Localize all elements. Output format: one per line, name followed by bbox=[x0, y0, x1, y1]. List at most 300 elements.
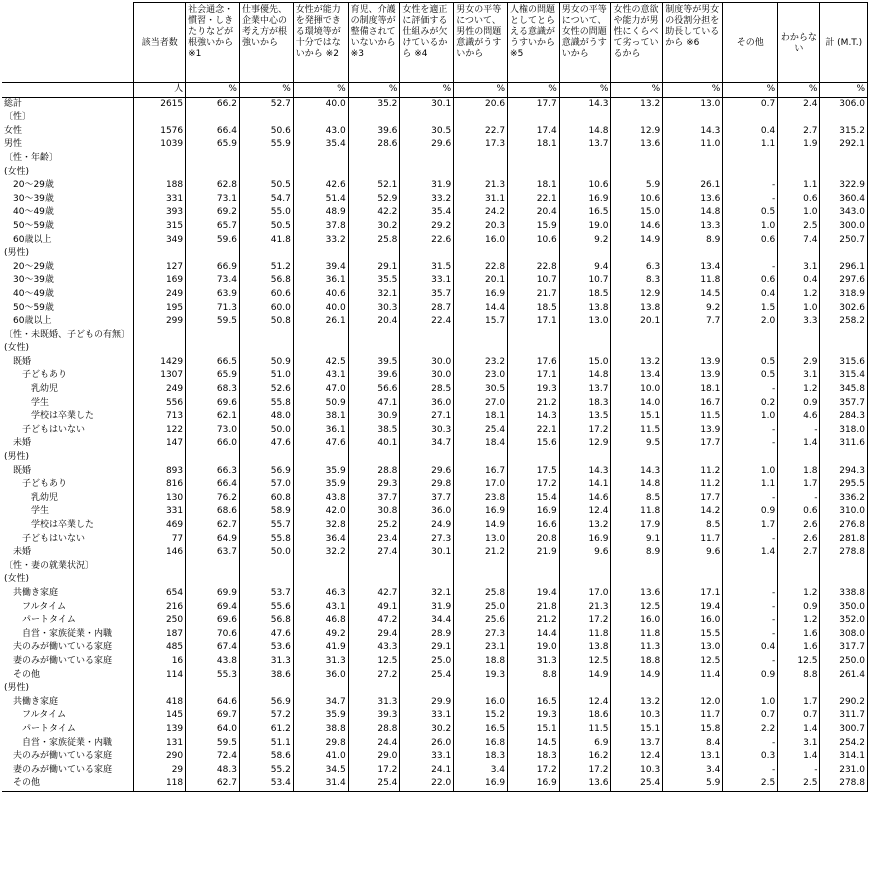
value-cell: 14.6 bbox=[559, 492, 611, 506]
value-cell: 16.9 bbox=[454, 288, 508, 302]
value-cell bbox=[611, 247, 663, 261]
value-cell bbox=[186, 111, 240, 125]
value-cell bbox=[400, 152, 454, 166]
value-cell: 18.6 bbox=[559, 709, 611, 723]
value-cell: 58.9 bbox=[239, 505, 293, 519]
value-cell: 3.1 bbox=[778, 737, 820, 751]
value-cell: 350.0 bbox=[820, 601, 868, 615]
value-cell: 3.1 bbox=[778, 261, 820, 275]
value-cell: 66.9 bbox=[186, 261, 240, 275]
table-row bbox=[2, 369, 868, 383]
value-cell: 16.6 bbox=[508, 519, 560, 533]
value-cell: 41.8 bbox=[239, 234, 293, 248]
value-cell: 37.7 bbox=[400, 492, 454, 506]
value-cell: 51.2 bbox=[239, 261, 293, 275]
value-cell bbox=[508, 682, 560, 696]
value-cell: 0.4 bbox=[778, 274, 820, 288]
value-cell: 15.6 bbox=[508, 437, 560, 451]
value-cell: 29.6 bbox=[400, 138, 454, 152]
value-cell bbox=[400, 342, 454, 356]
value-cell: 1039 bbox=[134, 138, 186, 152]
value-cell: 10.3 bbox=[611, 764, 663, 778]
value-cell: 25.0 bbox=[454, 601, 508, 615]
value-cell: 17.5 bbox=[508, 465, 560, 479]
value-cell bbox=[663, 152, 723, 166]
value-cell: 68.3 bbox=[186, 383, 240, 397]
value-cell: 42.6 bbox=[293, 179, 348, 193]
value-cell: 0.7 bbox=[723, 709, 778, 723]
value-cell: 187 bbox=[134, 628, 186, 642]
value-cell: 53.7 bbox=[239, 587, 293, 601]
value-cell: 345.8 bbox=[820, 383, 868, 397]
row-label: 既婚 bbox=[2, 465, 134, 479]
value-cell bbox=[508, 166, 560, 180]
value-cell: 28.7 bbox=[400, 302, 454, 316]
value-cell bbox=[559, 573, 611, 587]
value-cell: 69.6 bbox=[186, 614, 240, 628]
value-cell: 308.0 bbox=[820, 628, 868, 642]
value-cell bbox=[134, 166, 186, 180]
value-cell: 10.6 bbox=[508, 234, 560, 248]
value-cell: 29.1 bbox=[348, 261, 400, 275]
value-cell bbox=[134, 329, 186, 343]
value-cell: 16.9 bbox=[508, 505, 560, 519]
value-cell: 0.4 bbox=[723, 641, 778, 655]
value-cell: 34.7 bbox=[293, 696, 348, 710]
value-cell: 64.9 bbox=[186, 533, 240, 547]
value-cell: 318.0 bbox=[820, 424, 868, 438]
value-cell bbox=[186, 152, 240, 166]
value-cell: 21.2 bbox=[454, 546, 508, 560]
value-cell: 1576 bbox=[134, 125, 186, 139]
value-cell: 31.9 bbox=[400, 179, 454, 193]
row-label: 未婚 bbox=[2, 437, 134, 451]
value-cell: 66.5 bbox=[186, 356, 240, 370]
value-cell: 30.3 bbox=[400, 424, 454, 438]
value-cell: 9.4 bbox=[559, 261, 611, 275]
value-cell bbox=[134, 342, 186, 356]
value-cell: 24.2 bbox=[454, 206, 508, 220]
value-cell: 49.2 bbox=[293, 628, 348, 642]
value-cell: 51.0 bbox=[239, 369, 293, 383]
value-cell: 1429 bbox=[134, 356, 186, 370]
value-cell: 15.0 bbox=[611, 206, 663, 220]
row-label: 妻のみが働いている家庭 bbox=[2, 764, 134, 778]
value-cell bbox=[134, 247, 186, 261]
value-cell bbox=[348, 451, 400, 465]
value-cell: 250.0 bbox=[820, 655, 868, 669]
value-cell: 14.3 bbox=[663, 125, 723, 139]
value-cell: 8.4 bbox=[663, 737, 723, 751]
value-cell: 42.2 bbox=[348, 206, 400, 220]
value-cell bbox=[454, 451, 508, 465]
value-cell: 43.1 bbox=[293, 369, 348, 383]
value-cell: 12.5 bbox=[348, 655, 400, 669]
value-cell: - bbox=[723, 614, 778, 628]
value-cell: 22.4 bbox=[400, 315, 454, 329]
value-cell: 17.1 bbox=[508, 369, 560, 383]
value-cell: 18.1 bbox=[454, 410, 508, 424]
value-cell: - bbox=[723, 587, 778, 601]
section-row bbox=[2, 329, 868, 343]
value-cell: 30.2 bbox=[400, 723, 454, 737]
table-row bbox=[2, 193, 868, 207]
value-cell: - bbox=[723, 737, 778, 751]
value-cell bbox=[454, 560, 508, 574]
value-cell: 36.0 bbox=[400, 397, 454, 411]
value-cell: 24.9 bbox=[400, 519, 454, 533]
value-cell bbox=[348, 329, 400, 343]
value-cell: 19.4 bbox=[663, 601, 723, 615]
value-cell: 17.2 bbox=[559, 764, 611, 778]
value-cell bbox=[820, 342, 868, 356]
unit-cell: % bbox=[186, 83, 240, 98]
value-cell: 65.9 bbox=[186, 138, 240, 152]
value-cell: 15.7 bbox=[454, 315, 508, 329]
value-cell: 59.6 bbox=[186, 234, 240, 248]
row-label: フルタイム bbox=[2, 601, 134, 615]
value-cell bbox=[663, 682, 723, 696]
value-cell: 13.9 bbox=[663, 356, 723, 370]
value-cell: 35.9 bbox=[293, 478, 348, 492]
value-cell bbox=[778, 560, 820, 574]
value-cell: 14.8 bbox=[611, 478, 663, 492]
column-header: 男女の平等について、男性の問題意識がうすいから bbox=[454, 3, 508, 83]
value-cell: 69.2 bbox=[186, 206, 240, 220]
value-cell bbox=[723, 152, 778, 166]
value-cell: 32.8 bbox=[293, 519, 348, 533]
column-header: その他 bbox=[723, 3, 778, 83]
row-label: 学校は卒業した bbox=[2, 410, 134, 424]
row-label: 乳幼児 bbox=[2, 383, 134, 397]
value-cell: 14.8 bbox=[663, 206, 723, 220]
column-header: 仕事優先、企業中心の考え方が根強いから bbox=[239, 3, 293, 83]
value-cell: 11.7 bbox=[663, 533, 723, 547]
value-cell: 10.7 bbox=[508, 274, 560, 288]
value-cell: 311.6 bbox=[820, 437, 868, 451]
value-cell: 64.6 bbox=[186, 696, 240, 710]
value-cell: 39.3 bbox=[348, 709, 400, 723]
table-row bbox=[2, 628, 868, 642]
value-cell: 35.4 bbox=[400, 206, 454, 220]
value-cell: 315.6 bbox=[820, 356, 868, 370]
value-cell: 31.3 bbox=[239, 655, 293, 669]
value-cell: 64.0 bbox=[186, 723, 240, 737]
section-row bbox=[2, 342, 868, 356]
value-cell: 13.7 bbox=[559, 383, 611, 397]
value-cell bbox=[663, 342, 723, 356]
value-cell: - bbox=[723, 424, 778, 438]
value-cell: 18.1 bbox=[508, 179, 560, 193]
value-cell: 38.6 bbox=[239, 669, 293, 683]
unit-cell: % bbox=[559, 83, 611, 98]
table-row bbox=[2, 437, 868, 451]
value-cell: 31.4 bbox=[293, 777, 348, 791]
value-cell: 15.2 bbox=[454, 709, 508, 723]
value-cell: 12.9 bbox=[611, 125, 663, 139]
table-row bbox=[2, 261, 868, 275]
value-cell bbox=[239, 573, 293, 587]
value-cell: 38.5 bbox=[348, 424, 400, 438]
value-cell: 63.7 bbox=[186, 546, 240, 560]
value-cell bbox=[134, 682, 186, 696]
row-label: (男性) bbox=[2, 682, 134, 696]
value-cell: 15.0 bbox=[559, 356, 611, 370]
value-cell: 30.0 bbox=[400, 369, 454, 383]
row-label: 子どもあり bbox=[2, 369, 134, 383]
value-cell bbox=[134, 152, 186, 166]
value-cell: 17.0 bbox=[454, 478, 508, 492]
value-cell: 556 bbox=[134, 397, 186, 411]
value-cell: 290 bbox=[134, 750, 186, 764]
value-cell: - bbox=[778, 764, 820, 778]
value-cell: 318.9 bbox=[820, 288, 868, 302]
value-cell: 31.3 bbox=[508, 655, 560, 669]
value-cell: 57.2 bbox=[239, 709, 293, 723]
value-cell: 16.9 bbox=[559, 533, 611, 547]
value-cell: 2.5 bbox=[778, 220, 820, 234]
data-table-sheet bbox=[2, 2, 868, 891]
value-cell bbox=[508, 247, 560, 261]
value-cell: 25.4 bbox=[454, 424, 508, 438]
value-cell: 55.8 bbox=[239, 397, 293, 411]
value-cell: 32.2 bbox=[293, 546, 348, 560]
value-cell: 29.6 bbox=[400, 465, 454, 479]
value-cell: 66.4 bbox=[186, 478, 240, 492]
value-cell bbox=[239, 451, 293, 465]
value-cell: 1.4 bbox=[778, 723, 820, 737]
value-cell: 249 bbox=[134, 383, 186, 397]
value-cell: 713 bbox=[134, 410, 186, 424]
value-cell: 11.8 bbox=[611, 628, 663, 642]
value-cell: 9.5 bbox=[611, 437, 663, 451]
value-cell: 73.0 bbox=[186, 424, 240, 438]
value-cell: 52.9 bbox=[348, 193, 400, 207]
value-cell: 35.2 bbox=[348, 97, 400, 111]
value-cell: 17.0 bbox=[559, 587, 611, 601]
unit-cell: % bbox=[723, 83, 778, 98]
value-cell: 11.8 bbox=[611, 505, 663, 519]
value-cell: 19.0 bbox=[559, 220, 611, 234]
value-cell: - bbox=[723, 601, 778, 615]
value-cell: 37.8 bbox=[293, 220, 348, 234]
column-header: 育児、介護の制度等が整備されていないから ※3 bbox=[348, 3, 400, 83]
value-cell: 29.3 bbox=[348, 478, 400, 492]
value-cell: 13.6 bbox=[559, 777, 611, 791]
row-label: 子どもはいない bbox=[2, 424, 134, 438]
value-cell bbox=[663, 560, 723, 574]
value-cell: 60.0 bbox=[239, 302, 293, 316]
value-cell: 13.5 bbox=[559, 410, 611, 424]
value-cell: 0.7 bbox=[778, 709, 820, 723]
value-cell: 55.2 bbox=[239, 764, 293, 778]
value-cell bbox=[239, 342, 293, 356]
value-cell: 43.0 bbox=[293, 125, 348, 139]
value-cell: 55.3 bbox=[186, 669, 240, 683]
value-cell: 48.9 bbox=[293, 206, 348, 220]
value-cell: 0.6 bbox=[778, 505, 820, 519]
value-cell: 295.5 bbox=[820, 478, 868, 492]
unit-cell: % bbox=[239, 83, 293, 98]
value-cell: 17.4 bbox=[508, 125, 560, 139]
value-cell: 56.9 bbox=[239, 696, 293, 710]
table-row bbox=[2, 601, 868, 615]
value-cell: 343.0 bbox=[820, 206, 868, 220]
value-cell: 0.2 bbox=[723, 397, 778, 411]
value-cell: 13.1 bbox=[663, 750, 723, 764]
value-cell: 1.8 bbox=[778, 465, 820, 479]
value-cell: 13.7 bbox=[611, 737, 663, 751]
value-cell: 31.3 bbox=[293, 655, 348, 669]
row-label: 夫のみが働いている家庭 bbox=[2, 750, 134, 764]
value-cell: 72.4 bbox=[186, 750, 240, 764]
value-cell: 30.8 bbox=[348, 505, 400, 519]
value-cell: 19.3 bbox=[508, 709, 560, 723]
value-cell: 336.2 bbox=[820, 492, 868, 506]
value-cell: 9.2 bbox=[559, 234, 611, 248]
value-cell: 18.3 bbox=[559, 397, 611, 411]
row-label: その他 bbox=[2, 777, 134, 791]
value-cell: 27.2 bbox=[348, 669, 400, 683]
value-cell: 10.0 bbox=[611, 383, 663, 397]
value-cell: - bbox=[723, 437, 778, 451]
value-cell bbox=[293, 166, 348, 180]
units-row bbox=[2, 83, 868, 98]
value-cell bbox=[663, 451, 723, 465]
value-cell: 0.6 bbox=[778, 193, 820, 207]
section-row bbox=[2, 166, 868, 180]
value-cell bbox=[293, 342, 348, 356]
value-cell bbox=[820, 329, 868, 343]
row-label: 30～39歳 bbox=[2, 193, 134, 207]
value-cell: 13.8 bbox=[559, 641, 611, 655]
value-cell: 302.6 bbox=[820, 302, 868, 316]
unit-cell: % bbox=[663, 83, 723, 98]
row-label: (男性) bbox=[2, 451, 134, 465]
table-row bbox=[2, 546, 868, 560]
value-cell: 284.3 bbox=[820, 410, 868, 424]
value-cell: 8.3 bbox=[611, 274, 663, 288]
value-cell: 18.4 bbox=[454, 437, 508, 451]
row-label: パートタイム bbox=[2, 614, 134, 628]
value-cell: 31.1 bbox=[454, 193, 508, 207]
value-cell: 338.8 bbox=[820, 587, 868, 601]
value-cell: 1.0 bbox=[723, 220, 778, 234]
value-cell: 254.2 bbox=[820, 737, 868, 751]
value-cell: 41.9 bbox=[293, 641, 348, 655]
value-cell: 53.6 bbox=[239, 641, 293, 655]
row-label: 20～29歳 bbox=[2, 261, 134, 275]
value-cell: 38.8 bbox=[293, 723, 348, 737]
header-blank bbox=[2, 3, 134, 83]
value-cell: 34.7 bbox=[400, 437, 454, 451]
value-cell bbox=[348, 152, 400, 166]
value-cell bbox=[820, 111, 868, 125]
section-row bbox=[2, 152, 868, 166]
value-cell: 169 bbox=[134, 274, 186, 288]
value-cell: 2.6 bbox=[778, 533, 820, 547]
table-row bbox=[2, 274, 868, 288]
value-cell: 10.6 bbox=[559, 179, 611, 193]
value-cell bbox=[400, 560, 454, 574]
table-row bbox=[2, 288, 868, 302]
value-cell: 11.2 bbox=[663, 465, 723, 479]
value-cell bbox=[559, 111, 611, 125]
value-cell: 40.1 bbox=[348, 437, 400, 451]
value-cell: 3.4 bbox=[663, 764, 723, 778]
value-cell bbox=[508, 111, 560, 125]
value-cell: 11.5 bbox=[559, 723, 611, 737]
value-cell: 33.2 bbox=[293, 234, 348, 248]
value-cell: 56.8 bbox=[239, 274, 293, 288]
row-label: 妻のみが働いている家庭 bbox=[2, 655, 134, 669]
value-cell: 0.5 bbox=[723, 356, 778, 370]
value-cell: 58.6 bbox=[239, 750, 293, 764]
value-cell: 16.0 bbox=[454, 234, 508, 248]
value-cell bbox=[400, 166, 454, 180]
value-cell: 18.1 bbox=[508, 138, 560, 152]
column-header: 女性の意欲や能力が男性にくらべて劣っているから bbox=[611, 3, 663, 83]
value-cell: 1.5 bbox=[723, 302, 778, 316]
value-cell: 18.8 bbox=[454, 655, 508, 669]
value-cell: 294.3 bbox=[820, 465, 868, 479]
value-cell bbox=[820, 247, 868, 261]
value-cell: 310.0 bbox=[820, 505, 868, 519]
value-cell: 8.9 bbox=[611, 546, 663, 560]
table-row bbox=[2, 737, 868, 751]
unit-cell: % bbox=[293, 83, 348, 98]
value-cell: 14.5 bbox=[508, 737, 560, 751]
value-cell: 195 bbox=[134, 302, 186, 316]
value-cell: 25.0 bbox=[400, 655, 454, 669]
value-cell: 56.9 bbox=[239, 465, 293, 479]
value-cell: 7.4 bbox=[778, 234, 820, 248]
value-cell: 23.1 bbox=[454, 641, 508, 655]
value-cell bbox=[400, 247, 454, 261]
value-cell: 27.0 bbox=[454, 397, 508, 411]
value-cell: 1.7 bbox=[778, 696, 820, 710]
value-cell: 27.1 bbox=[400, 410, 454, 424]
data-table bbox=[2, 2, 868, 792]
value-cell: 6.9 bbox=[559, 737, 611, 751]
value-cell bbox=[778, 682, 820, 696]
value-cell: 13.2 bbox=[559, 519, 611, 533]
row-label: 既婚 bbox=[2, 356, 134, 370]
value-cell: 250.7 bbox=[820, 234, 868, 248]
value-cell: - bbox=[778, 424, 820, 438]
value-cell: 34.5 bbox=[293, 764, 348, 778]
value-cell bbox=[293, 247, 348, 261]
value-cell bbox=[186, 682, 240, 696]
value-cell: 122 bbox=[134, 424, 186, 438]
value-cell: - bbox=[723, 628, 778, 642]
value-cell: 19.0 bbox=[508, 641, 560, 655]
value-cell bbox=[508, 573, 560, 587]
value-cell: 18.8 bbox=[611, 655, 663, 669]
value-cell: 130 bbox=[134, 492, 186, 506]
value-cell: 15.1 bbox=[508, 723, 560, 737]
value-cell: 16.5 bbox=[454, 723, 508, 737]
value-cell: 17.7 bbox=[663, 492, 723, 506]
value-cell: 55.7 bbox=[239, 519, 293, 533]
value-cell: 393 bbox=[134, 206, 186, 220]
value-cell: 29.8 bbox=[293, 737, 348, 751]
value-cell: 43.3 bbox=[348, 641, 400, 655]
row-label: 共働き家庭 bbox=[2, 587, 134, 601]
value-cell: 13.2 bbox=[611, 97, 663, 111]
value-cell: 258.2 bbox=[820, 315, 868, 329]
value-cell: 40.6 bbox=[293, 288, 348, 302]
